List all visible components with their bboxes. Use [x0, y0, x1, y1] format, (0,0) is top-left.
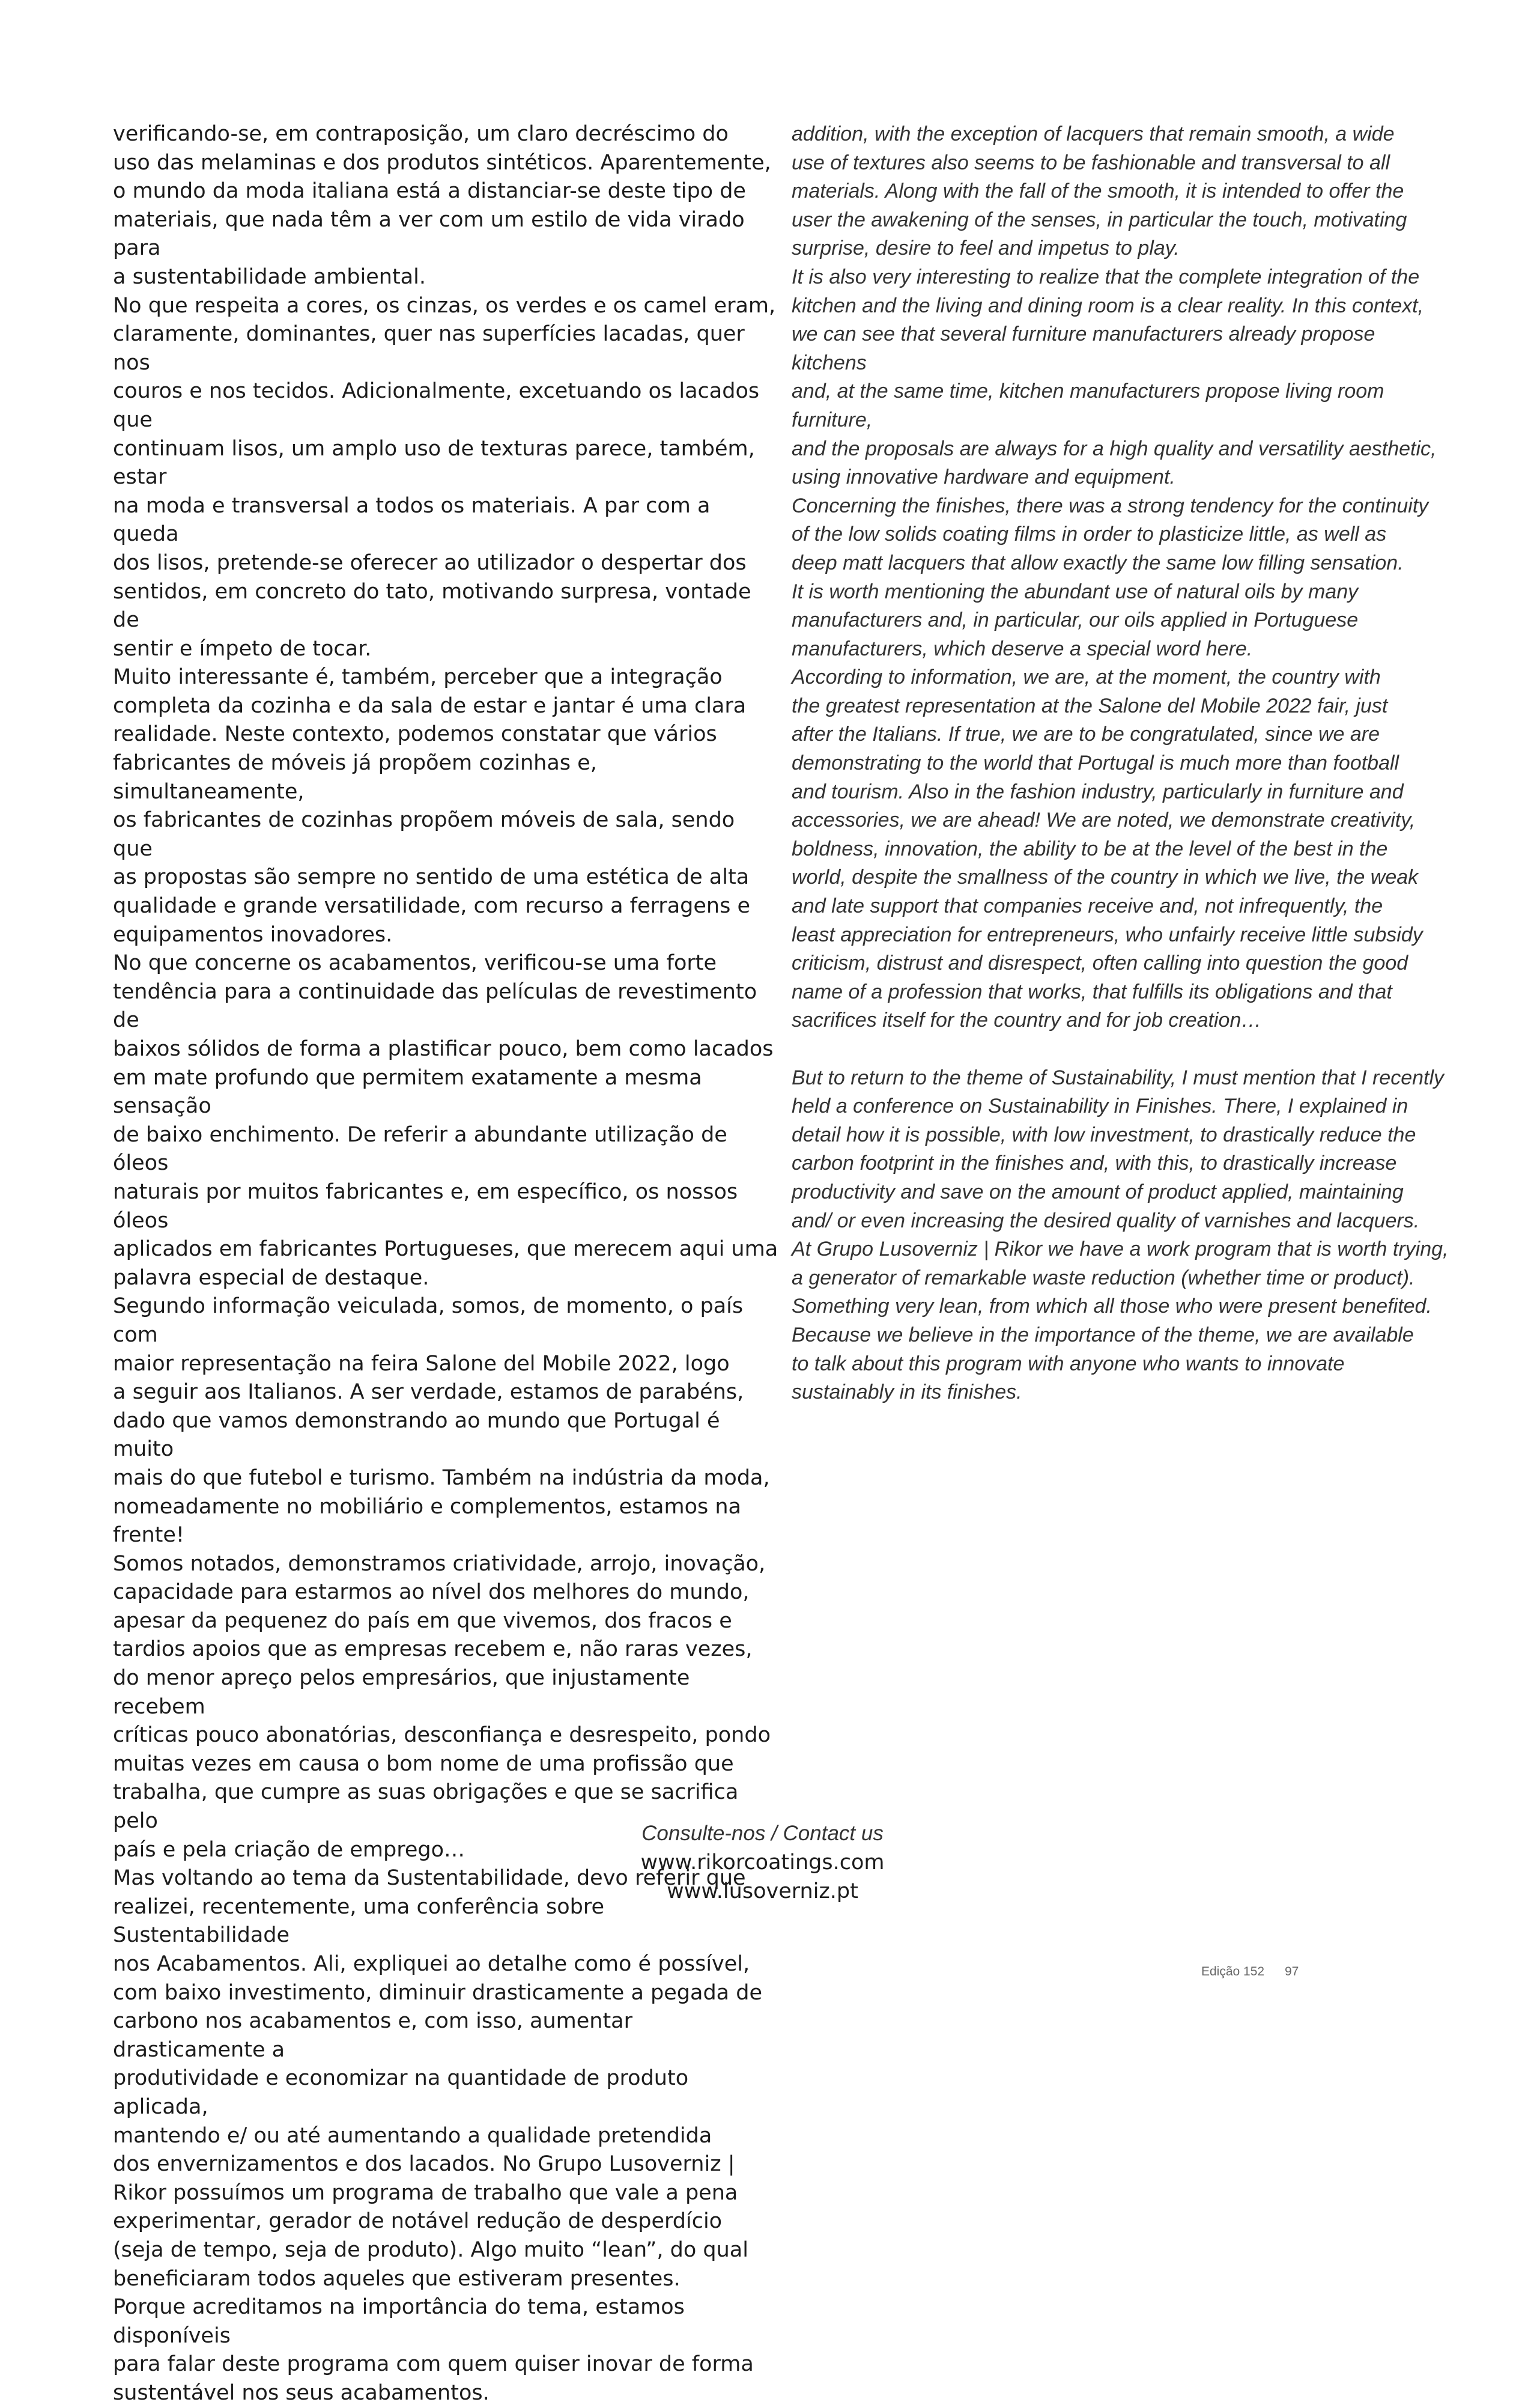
paragraph: Mas voltando ao tema da Sustentabilidade, devo referir que realizei, recentemente, uma conferência sobre Sustentabilidade nos Acabamentos. Ali, expliquei ao detalhe como é possível, com baixo investimento, diminuir drasticamente a pegada de carbono nos acabamentos e, com isso, aumentar drasticamente a produtividade e economizar na quantidade de produto aplicada, mantendo e/ ou até aumentando a qualidade pretendida dos envernizamentos e dos lacados. No Grupo Lusoverniz | Rikor possuímos um programa de trabalho que vale a pena experimentar, gerador de notável redução de desperdício (seja de tempo, seja de produto). Algo muito “lean”, do qual beneficiaram todos aqueles que estiveram presentes.	[113, 1866, 762, 2291]
website-link-rikor[interactable]: www.rikorcoatings.com	[640, 1850, 885, 1874]
paragraph: verificando-se, em contraposição, um claro decréscimo do uso das melaminas e dos produtos sintéticos. Aparentemente, o mundo da moda italiana está a distanciar-se deste tipo de materiais, que nada têm a ver com um estilo de vida virado para a sustentabilidade ambiental.	[113, 122, 771, 289]
contact-label: Consulte-nos / Contact us	[641, 1822, 884, 1845]
paragraph: Concerning the finishes, there was a strong tendency for the continuity of the low solids coating films in order to plasticize little, as well as deep matt lacquers that allow exactly the same low filling sensation. It is worth mentioning the abundant use of natural oils by many manufacturers and, in particular, our oils applied in Portuguese manufacturers, which deserve a special word here.	[792, 494, 1429, 660]
paragraph: No que respeita a cores, os cinzas, os verdes e os camel eram, claramente, dominantes, quer nas superfícies lacadas, quer nos couros e nos tecidos. Adicionalmente, excetuando os lacados que continuam lisos, um amplo uso de texturas parece, também, estar na moda e transversal a todos os materiais. A par com a queda dos lisos, pretende-se oferecer ao utilizador o despertar dos sentidos, em concreto do tato, motivando surpresa, vontade de sentir e ímpeto de tocar.	[113, 293, 776, 661]
page-footer	[1201, 1965, 1299, 1979]
paragraph: Porque acreditamos na importância do tema, estamos disponíveis para falar deste programa com quem quiser inovar de forma sustentável nos seus acabamentos.	[113, 2295, 754, 2405]
paragraph: But to return to the theme of Sustainability, I must mention that I recently held a conference on Sustainability in Finishes. There, I explained in detail how it is possible, with low investment, to drastically reduce the carbon footprint in the finishes and, with this, to drastically increase productivity and save on the amount of product applied, maintaining and/ or even increasing the desired quality of varnishes and lacquers. At Grupo Lusoverniz | Rikor we have a work program that is worth trying, a generator of remarkable waste reduction (whether time or product). Something very lean, from which all those who were present benefited. Because we believe in the importance of the theme, we are available to talk about this program with anyone who wants to innovate sustainably in its finishes.	[792, 1066, 1449, 1404]
paragraph: Segundo informação veiculada, somos, de momento, o país com maior representação na feira Salone del Mobile 2022, logo a seguir aos Italianos. A ser verdade, estamos de parabéns, dado que vamos demonstrando ao mundo que Portugal é muito mais do que futebol e turismo. Também na indústria da moda, nomeadamente no mobiliário e complementos, estamos na frente! Somos notados, demonstramos criatividade, arrojo, inovação, capacidade para estarmos ao nível dos melhores do mundo, apesar da pequenez do país em que vivemos, dos fracos e tardios apoios que as empresas recebem e, não raras vezes, do menor apreço pelos empresários, que injustamente recebem críticas pouco abonatórias, desconfiança e desrespeito, pondo muitas vezes em causa o bom nome de uma profissão que trabalha, que cumpre as suas obrigações e que se sacrifica pelo país e pela criação de emprego…	[113, 1294, 771, 1862]
paragraph: According to information, we are, at the moment, the country with the greatest representation at the Salone del Mobile 2022 fair, just after the Italians. If true, we are to be congratulated, since we are demonstrating to the world that Portugal is much more than football and tourism. Also in the fashion industry, particularly in furniture and accessories, we are ahead! We are noted, we demonstrate creativity, boldness, innovation, the ability to be at the level of the best in the world, despite the smallness of the country in which we live, the weak and late support that companies receive and, not infrequently, the least appreciation for entrepreneurs, who unfairly receive little subsidy criticism, distrust and disrespect, often calling into question the good name of a profession that works, that fulfills its obligations and that sacrifices itself for the country and for job creation…	[792, 666, 1423, 1032]
edition-label: Edição 152	[1201, 1965, 1265, 1978]
contact-block	[0, 1819, 1525, 1906]
paragraph: No que concerne os acabamentos, verificou-se uma forte tendência para a continuidade das películas de revestimento de baixos sólidos de forma a plastificar pouco, bem como lacados em mate profundo que permitem exatamente a mesma sensação de baixo enchimento. De referir a abundante utilização de óleos naturais por muitos fabricantes e, em específico, os nossos óleos aplicados em fabricantes Portugueses, que merecem aqui uma palavra especial de destaque.	[113, 951, 778, 1290]
paragraph: addition, with the exception of lacquers that remain smooth, a wide use of textures also seems to be fashionable and transversal to all materials. Along with the fall of the smooth, it is intended to offer the user the awakening of the senses, in particular the touch, motivating surprise, desire to feel and impetus to play.	[792, 123, 1407, 260]
paragraph: It is also very interesting to realize that the complete integration of the kitchen and the living and dining room is a clear reality. In this context, we can see that several furniture manufacturers already propose kitchens and, at the same time, kitchen manufacturers propose living room furniture, and the proposals are always for a high quality and versatility aesthetic, using innovative hardware and equipment.	[792, 265, 1437, 489]
website-link-lusoverniz[interactable]: www.lusoverniz.pt	[667, 1879, 858, 1903]
left-column-portuguese	[113, 120, 780, 2408]
paragraph: Muito interessante é, também, perceber que a integração completa da cozinha e da sala de estar e jantar é uma clara realidade. Neste contexto, podemos constatar que vários fabricantes de móveis já propõem cozinhas e, simultaneamente, os fabricantes de cozinhas propõem móveis de sala, sendo que as propostas são sempre no sentido de uma estética de alta qualidade e grande versatilidade, com recurso a ferragens e equipamentos inovadores.	[113, 665, 750, 947]
right-column-english	[792, 120, 1452, 1407]
page-number: 97	[1284, 1965, 1299, 1978]
